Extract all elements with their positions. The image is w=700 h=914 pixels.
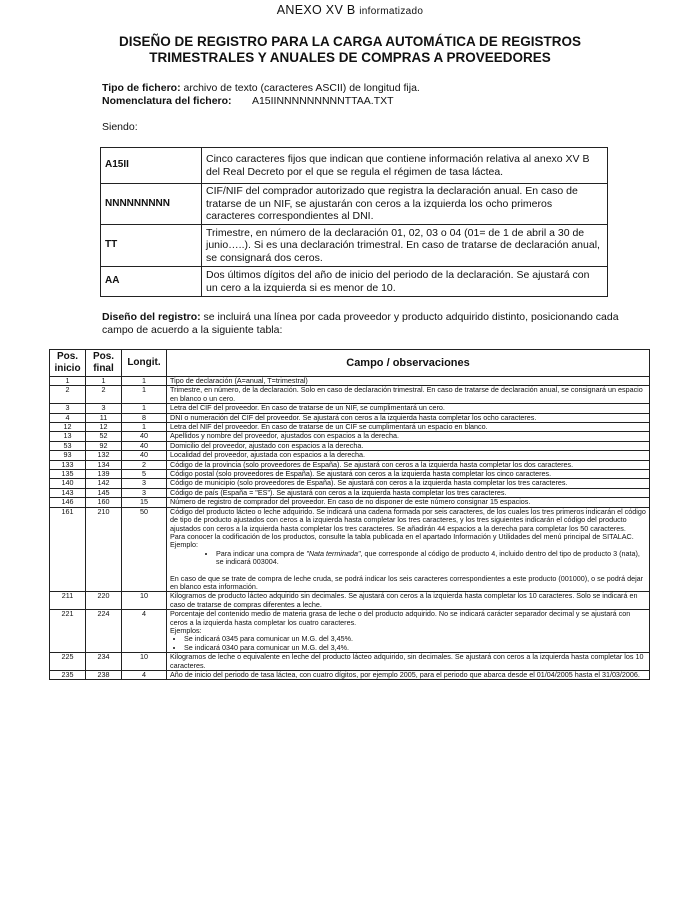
- field-length: 40: [122, 432, 167, 441]
- field-description: [167, 507, 650, 592]
- pos-end: 145: [86, 488, 122, 497]
- pos-start: 211: [50, 592, 86, 610]
- file-type-line: [102, 82, 420, 95]
- definition-key: AA: [101, 267, 202, 297]
- pos-start: 1: [50, 377, 86, 386]
- table-row: [50, 592, 650, 610]
- annex-heading: [0, 3, 700, 17]
- definition-key: TT: [101, 225, 202, 267]
- field-description: Kilogramos de leche o equivalente en leche del producto lácteo adquirido, sin decimales. Se ajustará con ceros a la izquierda hasta completar los 10 caracteres.: [167, 653, 650, 671]
- pos-start: 3: [50, 404, 86, 413]
- pos-start: 133: [50, 460, 86, 469]
- pos-end: 142: [86, 479, 122, 488]
- field-length: 10: [122, 592, 167, 610]
- example-product-name: "Nata terminada": [306, 548, 361, 558]
- definition-row: [101, 184, 608, 225]
- pos-end: 92: [86, 441, 122, 450]
- definition-desc: CIF/NIF del comprador autorizado que registra la declaración anual. En caso de tratarse de un NIF, se ajustarán con ceros a la izquierda los ocho primeros caracteres correspondientes al DNI.: [202, 184, 608, 225]
- file-info: [102, 82, 420, 107]
- pos-end: 52: [86, 432, 122, 441]
- field-length: 1: [122, 404, 167, 413]
- field-length: 4: [122, 610, 167, 653]
- example-item: • Para indicar una compra de "Nata terminada", que corresponde al código de producto 4, incluido dentro del tipo de producto 3 (nata), se indicará 003004.: [216, 550, 646, 567]
- table-header: [50, 350, 650, 377]
- filename-definitions-table: [100, 147, 608, 297]
- table-row: [50, 671, 650, 680]
- pos-end: 11: [86, 413, 122, 422]
- definition-key: NNNNNNNNN: [101, 184, 202, 225]
- pos-start: 2: [50, 386, 86, 404]
- field-length: 4: [122, 671, 167, 680]
- file-name-line: [102, 95, 420, 108]
- raw-milk-note: En caso de que se trate de compra de leche cruda, se podrá indicar los seis caracteres correspondientes a este producto (001000), o se podrá dejar en blanco esta información.: [170, 573, 644, 591]
- pos-start: 135: [50, 470, 86, 479]
- fat-content-desc: Porcentaje del contenido medio de materia grasa de leche o del producto adquirido. No se indicará carácter separador decimal y se ajustará con ceros a la izquierda hasta completar los cuatro caracteres.: [170, 609, 631, 627]
- field-length: 3: [122, 479, 167, 488]
- title-line-1: DISEÑO DE REGISTRO PARA LA CARGA AUTOMÁTICA DE REGISTROS: [118, 34, 582, 49]
- file-type-value: archivo de texto (caracteres ASCII) de longitud fija.: [180, 82, 420, 94]
- field-description: Tipo de declaración (A=anual, T=trimestral): [167, 377, 650, 386]
- pos-start: 143: [50, 488, 86, 497]
- header-field: Campo / observaciones: [167, 350, 650, 377]
- field-description: Año de inicio del periodo de tasa láctea, con cuatro dígitos, por ejemplo 2005, para el periodo que abarca desde el 01/04/2005 hasta el 31/03/2006.: [167, 671, 650, 680]
- document-title: [60, 34, 640, 66]
- definition-desc: Trimestre, en número de la declaración 01, 02, 03 o 04 (01= de 1 de abril a 30 de junio…..). Si es una declaración trimestral. En caso de tratarse de declaración anual, se consignará dos ceros.: [202, 225, 608, 267]
- pos-start: 221: [50, 610, 86, 653]
- pos-end: 139: [86, 470, 122, 479]
- table-row: [50, 451, 650, 460]
- field-length: 1: [122, 377, 167, 386]
- field-length: 40: [122, 451, 167, 460]
- table-row: [50, 432, 650, 441]
- pos-start: 146: [50, 498, 86, 507]
- product-code-desc: Código del producto lácteo o leche adquirido. Se indicará una cadena formada por seis caracteres, de los cuales los tres primeros indicarán el código de tipo de producto ajustados con ceros a la izquierda hasta completar los tres caracteres, y los tres siguientes indicarán el código del producto ajustados con ceros a la izquierda hasta completar los tres caracteres. Se añadirán 44 espacios a la derecha para completar los 50 caracteres.: [170, 506, 646, 533]
- field-description: Trimestre, en número, de la declaración. Solo en caso de declaración trimestral. En caso de tratarse de declaración anual, se consignará un espacio en blanco o un cero.: [167, 386, 650, 404]
- definition-row: [101, 148, 608, 184]
- field-length: 5: [122, 470, 167, 479]
- field-description: Número de registro de comprador del proveedor. En caso de no disponer de este número consignar 15 espacios.: [167, 498, 650, 507]
- field-length: 2: [122, 460, 167, 469]
- pos-start: 225: [50, 653, 86, 671]
- table-row: [50, 386, 650, 404]
- field-description: Código de municipio (solo proveedores de España). Se ajustará con ceros a la izquierda hasta completar los tres caracteres.: [167, 479, 650, 488]
- definition-desc: Cinco caracteres fijos que indican que contiene información relativa al anexo XV B del Real Decreto por el que se regula el régimen de tasa láctea.: [202, 148, 608, 184]
- table-row: [50, 498, 650, 507]
- header-start: Pos. inicio: [50, 350, 86, 377]
- title-line-2: TRIMESTRALES Y ANUALES DE COMPRAS A PROVEEDORES: [149, 50, 551, 65]
- file-name-value: A15IINNNNNNNNNTTAA.TXT: [251, 94, 394, 107]
- field-length: 15: [122, 498, 167, 507]
- pos-end: 220: [86, 592, 122, 610]
- definition-desc: Dos últimos dígitos del año de inicio del periodo de la declaración. Se ajustará con un cero a la izquierda si es menor de 10.: [202, 267, 608, 297]
- pos-start: 140: [50, 479, 86, 488]
- pos-end: 134: [86, 460, 122, 469]
- file-type-label: Tipo de fichero:: [102, 82, 181, 94]
- annex-title: ANEXO XV B: [276, 3, 356, 17]
- definition-key: A15II: [101, 148, 202, 184]
- table-row: [50, 479, 650, 488]
- field-description: DNI o numeración del CIF del proveedor. Se ajustará con ceros a la izquierda hasta completar los ocho caracteres.: [167, 413, 650, 422]
- header-end: Pos. final: [86, 350, 122, 377]
- field-description: Código de la provincia (solo proveedores de España). Se ajustará con ceros a la izquierda hasta completar los dos caracteres.: [167, 460, 650, 469]
- register-label: Diseño del registro:: [102, 311, 201, 323]
- field-description: Localidad del proveedor, ajustada con espacios a la derecha.: [167, 451, 650, 460]
- field-description: Letra del NIF del proveedor. En caso de tratarse de un CIF se cumplimentará un espacio en blanco.: [167, 423, 650, 432]
- field-length: 10: [122, 653, 167, 671]
- field-length: 3: [122, 488, 167, 497]
- field-description: Letra del CIF del proveedor. En caso de tratarse de un NIF, se cumplimentará un cero.: [167, 404, 650, 413]
- examples-list: [170, 635, 646, 652]
- pos-start: 93: [50, 451, 86, 460]
- pos-start: 12: [50, 423, 86, 432]
- register-description: [102, 311, 622, 336]
- field-length: 1: [122, 386, 167, 404]
- pos-end: 2: [86, 386, 122, 404]
- field-length: 50: [122, 507, 167, 592]
- example-label: Ejemplo:: [170, 540, 198, 550]
- pos-end: 1: [86, 377, 122, 386]
- pos-end: 210: [86, 507, 122, 592]
- file-name-label: Nomenclatura del fichero:: [102, 94, 232, 107]
- register-text: se incluirá una línea por cada proveedor y producto adquirido distinto, posicionando cada campo de acuerdo a la siguiente tabla:: [102, 311, 619, 336]
- table-row: [50, 507, 650, 592]
- table-row: [50, 404, 650, 413]
- header-length: Longit.: [122, 350, 167, 377]
- pos-start: 13: [50, 432, 86, 441]
- table-row: [50, 653, 650, 671]
- field-description: Código postal (solo proveedores de España). Se ajustará con ceros a la izquierda hasta completar los cinco caracteres.: [167, 470, 650, 479]
- pos-end: 234: [86, 653, 122, 671]
- pos-start: 4: [50, 413, 86, 422]
- field-length: 8: [122, 413, 167, 422]
- register-design-table: [49, 349, 650, 680]
- field-description: Código de país (España = "ES"). Se ajustará con ceros a la izquierda hasta completar los tres caracteres.: [167, 488, 650, 497]
- field-length: 1: [122, 423, 167, 432]
- pos-end: 132: [86, 451, 122, 460]
- pos-end: 12: [86, 423, 122, 432]
- pos-end: 160: [86, 498, 122, 507]
- pos-start: 161: [50, 507, 86, 592]
- product-code-note: Para conocer la codificación de los productos, consulte la tabla publicada en el apartado Información y Utilidades del menú principal de SITALAC.: [170, 531, 634, 541]
- field-description: Domicilio del proveedor, ajustado con espacios a la derecha.: [167, 441, 650, 450]
- example-item: • Se indicará 0340 para comunicar un M.G. del 3,4%.: [184, 644, 646, 652]
- pos-end: 238: [86, 671, 122, 680]
- field-description: Kilogramos de producto lácteo adquirido sin decimales. Se ajustará con ceros a la izquierda hasta completar los 10 caracteres. Solo se indicará en caso de tratarse de compras diferentes a leche.: [167, 592, 650, 610]
- pos-end: 3: [86, 404, 122, 413]
- table-row: [50, 610, 650, 653]
- example-item: • Se indicará 0345 para comunicar un M.G. del 3,45%.: [184, 635, 646, 643]
- definition-row: [101, 267, 608, 297]
- pos-start: 53: [50, 441, 86, 450]
- examples-label: Ejemplos:: [170, 625, 202, 635]
- field-description: [167, 610, 650, 653]
- example-list: [170, 550, 646, 567]
- pos-start: 235: [50, 671, 86, 680]
- siendo-label: Siendo:: [102, 121, 138, 133]
- pos-end: 224: [86, 610, 122, 653]
- field-description: Apellidos y nombre del proveedor, ajustados con espacios a la derecha.: [167, 432, 650, 441]
- field-length: 40: [122, 441, 167, 450]
- definition-row: [101, 225, 608, 267]
- annex-subtitle: informatizado: [359, 6, 424, 17]
